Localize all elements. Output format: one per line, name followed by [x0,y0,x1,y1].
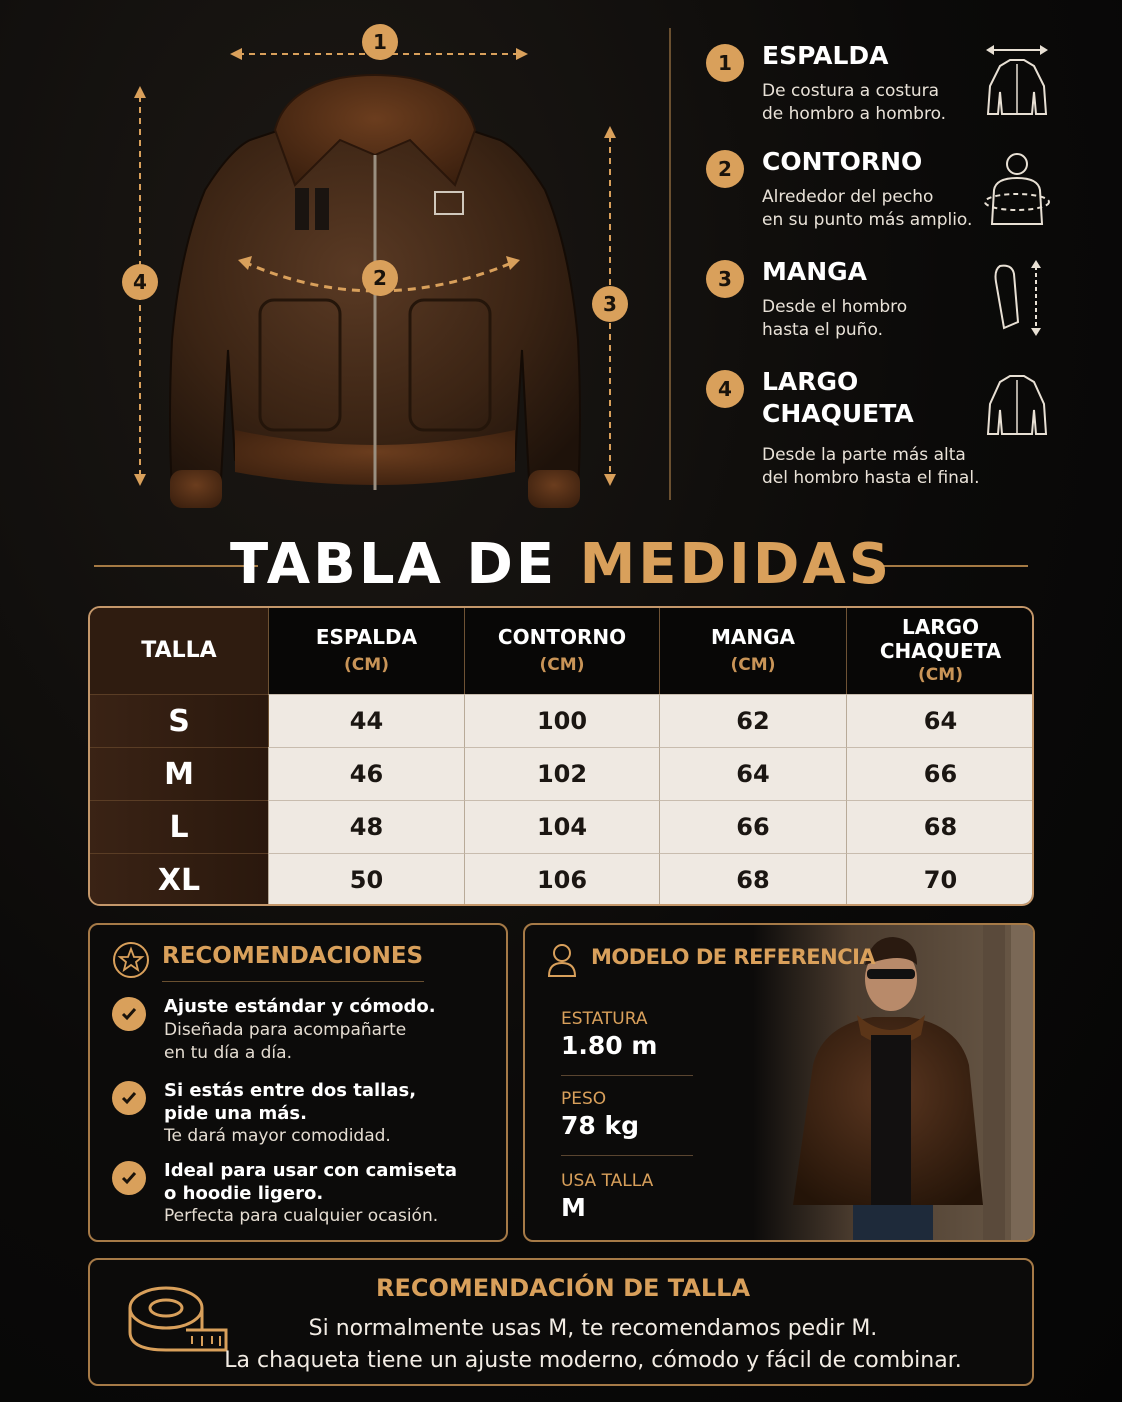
recommendations-divider [162,981,424,982]
header-espalda [268,608,464,694]
check-icon [112,1161,146,1195]
table-cell: 104 [464,800,659,853]
size-recommendation-box [88,1258,1034,1386]
recommendations-title: RECOMENDACIONES [162,943,424,969]
marker-3: 3 [592,286,628,322]
check-icon [112,997,146,1031]
table-cell: 66 [846,747,1034,800]
table-cell: 46 [268,747,464,800]
recommendation-soft: Perfecta para cualquier ocasión. [164,1206,439,1226]
size-recommendation-line-2: La chaqueta tiene un ajuste moderno, cómodo y fácil de combinar. [224,1348,962,1373]
header-label: LARGO CHAQUETA [879,615,1002,663]
check-icon [112,1081,146,1115]
legend-badge: 4 [706,370,744,408]
legend-desc: Alrededor del pecho en su punto más amplio. [762,187,973,230]
recommendation-soft: Te dará mayor comodidad. [164,1126,391,1146]
recommendation-strong: Ideal para usar con camiseta o hoodie ligero. [164,1160,458,1204]
user-icon [547,943,577,977]
weight-value: 78 kg [561,1111,640,1140]
legend-badge: 1 [706,44,744,82]
size-table [88,606,1034,906]
legend-title: CONTORNO [762,147,923,176]
marker-2: 2 [362,260,398,296]
shoulder-width-icon [982,42,1052,122]
title-part-2: MEDIDAS [579,532,893,597]
table-cell: 68 [846,800,1034,853]
recommendation-strong: Ajuste estándar y cómodo. [164,996,436,1017]
table-cell: 44 [268,694,464,747]
table-cell: 70 [846,853,1034,906]
model-reference-box [523,923,1035,1242]
size-cell: XL [90,853,268,906]
table-cell: 66 [659,800,846,853]
legend-desc: Desde la parte más alta del hombro hasta el final. [762,445,980,488]
height-label: ESTATURA [561,1009,648,1029]
table-cell: 106 [464,853,659,906]
size-label: USA TALLA [561,1171,654,1191]
recommendations-box [88,923,508,1242]
legend-badge: 3 [706,260,744,298]
size-recommendation-line-1: Si normalmente usas M, te recomendamos pedir M. [308,1316,878,1341]
header-unit: (CM) [344,655,389,675]
header-unit: (CM) [730,655,776,675]
jacket-length-icon [982,370,1052,450]
header-largo-chaqueta [846,608,1034,694]
model-divider [561,1075,693,1076]
recommendation-soft: Diseñada para acompañarte en tu día a día. [164,1020,407,1063]
marker-1: 1 [362,24,398,60]
header-contorno [464,608,659,694]
table-cell: 68 [659,853,846,906]
star-icon [112,941,150,979]
model-divider [561,1155,693,1156]
size-recommendation-title: RECOMENDACIÓN DE TALLA [375,1274,751,1302]
legend-title: ESPALDA [762,41,889,70]
legend-desc: Desde el hombro hasta el puño. [762,297,908,340]
table-cell: 102 [464,747,659,800]
size-cell: M [90,747,268,800]
sleeve-icon [982,258,1052,338]
vertical-divider [669,28,671,500]
table-cell: 64 [659,747,846,800]
table-cell: 50 [268,853,464,906]
table-cell: 48 [268,800,464,853]
header-unit: (CM) [539,655,585,675]
size-value: M [561,1193,586,1222]
table-cell: 64 [846,694,1034,747]
header-talla [90,608,268,694]
legend-badge: 2 [706,150,744,188]
jacket-diagram [110,20,650,540]
weight-label: PESO [561,1089,607,1109]
size-cell: L [90,800,268,853]
header-manga [659,608,846,694]
header-label: ESPALDA [315,625,418,649]
model-title: MODELO DE REFERENCIA [591,945,876,969]
legend-desc: De costura a costura de hombro a hombro. [762,81,947,124]
title-part-1: TABLA DE [229,532,558,597]
page-title [0,532,1122,597]
legend-title: MANGA [762,257,868,286]
header-label: MANGA [710,625,795,649]
table-cell: 100 [464,694,659,747]
legend-title: LARGO CHAQUETA [762,367,914,428]
header-label: TALLA [141,638,217,663]
marker-4: 4 [122,264,158,300]
height-value: 1.80 m [561,1031,658,1060]
recommendation-strong: Si estás entre dos tallas, pide una más. [164,1080,417,1124]
table-cell: 62 [659,694,846,747]
chest-icon [982,150,1052,230]
size-cell: S [90,694,268,747]
header-label: CONTORNO [497,625,627,649]
model-photo [753,925,1035,1242]
header-unit: (CM) [918,665,963,685]
